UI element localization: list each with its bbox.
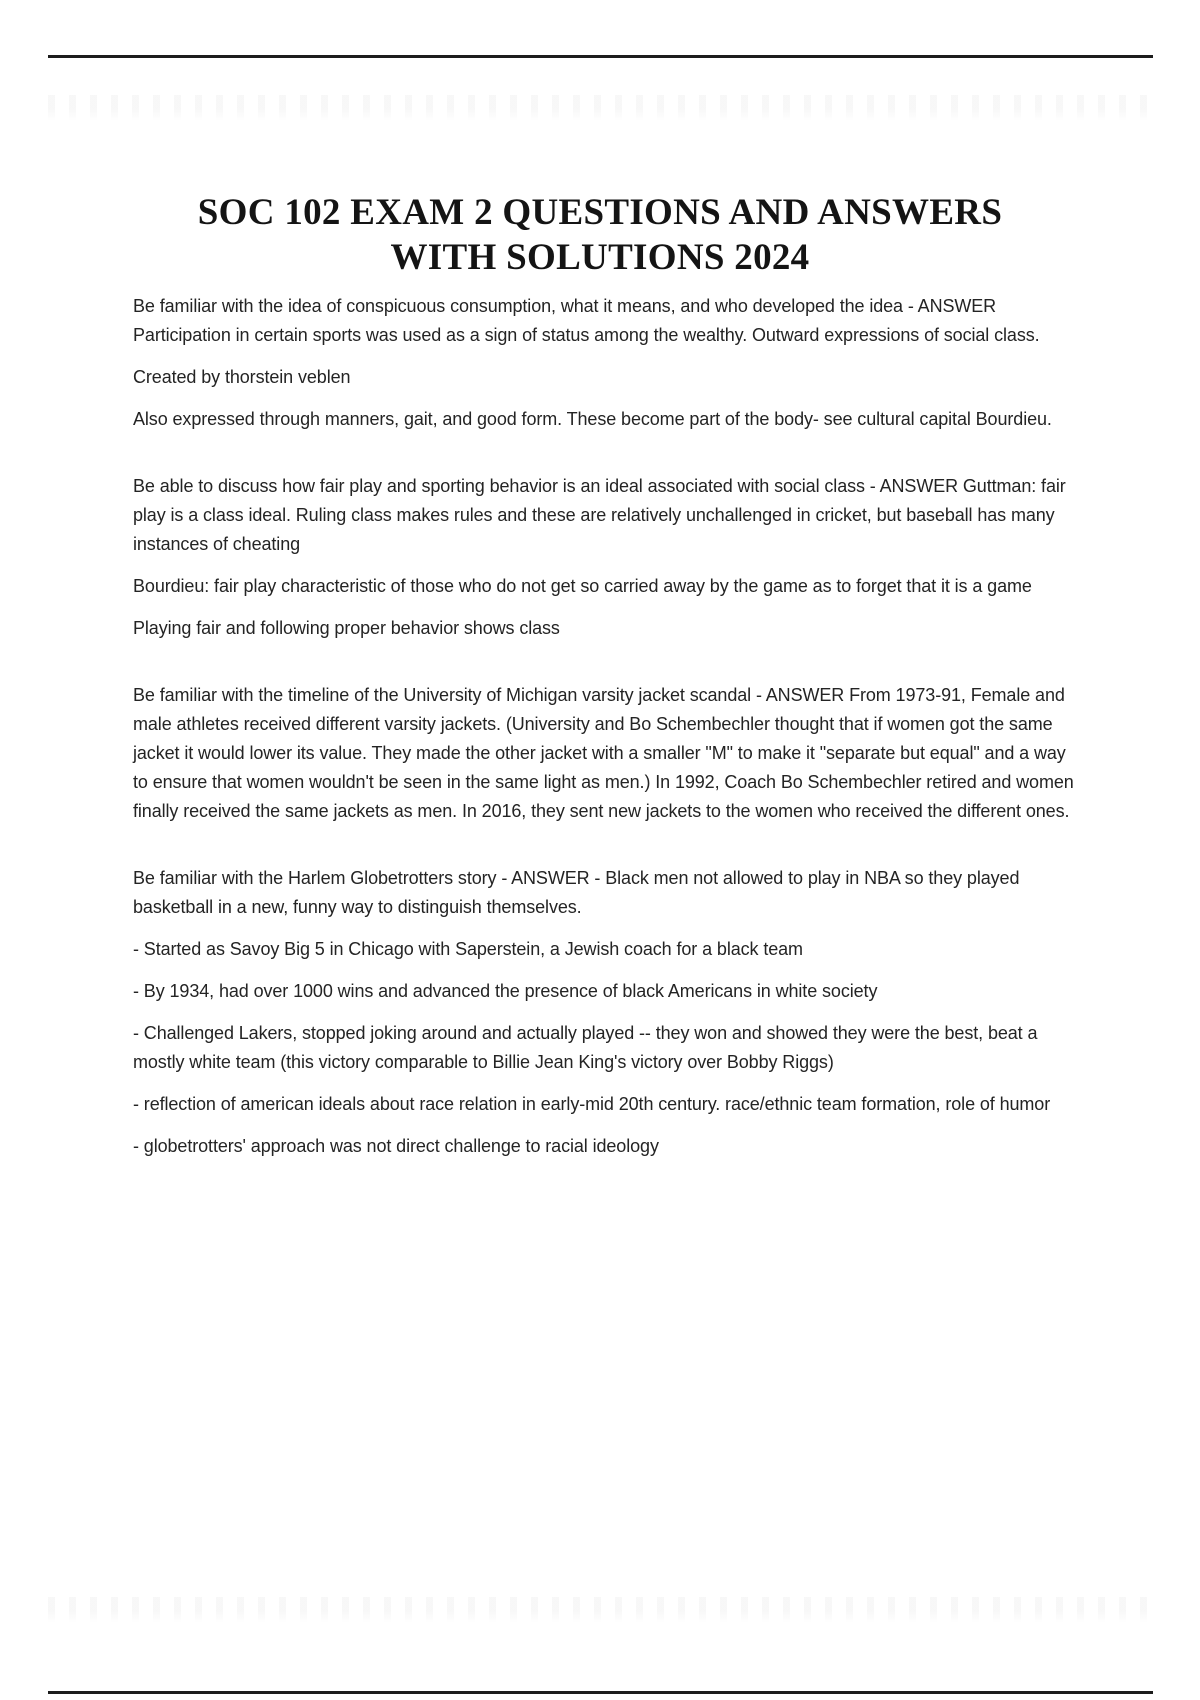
title-line-1: SOC 102 EXAM 2 QUESTIONS AND ANSWERS [197,192,1003,233]
paragraph-savoy-big-5: - Started as Savoy Big 5 in Chicago with Saperstein, a Jewish coach for a black team [133,939,803,959]
top-rule [48,55,1153,58]
document-body [133,292,1080,1161]
paragraph-michigan-varsity-jacket: Be familiar with the timeline of the University of Michigan varsity jacket scandal - ANSWER From 1973-91, Female and male athletes received different varsity jackets. (University and Bo Schembechler thought that if women got the same jacket it would lower its value. They made the other jacket with a smaller "M" to make it "separate but equal" and a way to ensure that women wouldn't be seen in the same light as men.) In 1992, Coach Bo Schembechler retired and women finally received the same jackets as men. In 2016, they sent new jackets to the women who received the different ones. [133,685,1074,821]
faint-watermark-band-bottom [48,1597,1152,1631]
bottom-rule [48,1691,1153,1694]
paragraph-playing-fair: Playing fair and following proper behavior shows class [133,618,560,638]
paragraph-american-ideals: - reflection of american ideals about race relation in early-mid 20th century. race/ethnic team formation, role of humor [133,1094,1051,1114]
paragraph-racial-ideology: - globetrotters' approach was not direct challenge to racial ideology [133,1136,659,1156]
paragraph-harlem-globetrotters: Be familiar with the Harlem Globetrotters story - ANSWER - Black men not allowed to play in NBA so they played basketball in a new, funny way to distinguish themselves. [133,868,1020,917]
paragraph-fair-play-question: Be able to discuss how fair play and sporting behavior is an ideal associated with social class - ANSWER Guttman: fair play is a class ideal. Ruling class makes rules and these are relatively unchallenged in cricket, but baseball has many instances of cheating [133,476,1066,554]
paragraph-cultural-capital: Also expressed through manners, gait, and good form. These become part of the body- see cultural capital Bourdieu. [133,409,1052,429]
paragraph-by-1934-wins: - By 1934, had over 1000 wins and advanced the presence of black Americans in white society [133,981,878,1001]
title-line-2: WITH SOLUTIONS 2024 [390,237,810,278]
faint-watermark-band-top [48,95,1152,129]
paragraph-created-by-veblen: Created by thorstein veblen [133,367,351,387]
page-title [0,0,1200,286]
paragraph-bourdieu-fair-play: Bourdieu: fair play characteristic of those who do not get so carried away by the game as to forget that it is a game [133,576,1032,596]
paragraph-conspicuous-consumption: Be familiar with the idea of conspicuous consumption, what it means, and who developed the idea - ANSWER Participation in certain sports was used as a sign of status among the wealthy. Outward expressions of social class. [133,296,1040,345]
paragraph-challenged-lakers: - Challenged Lakers, stopped joking around and actually played -- they won and showed they were the best, beat a mostly white team (this victory comparable to Billie Jean King's victory over Bobby Riggs) [133,1023,1038,1072]
